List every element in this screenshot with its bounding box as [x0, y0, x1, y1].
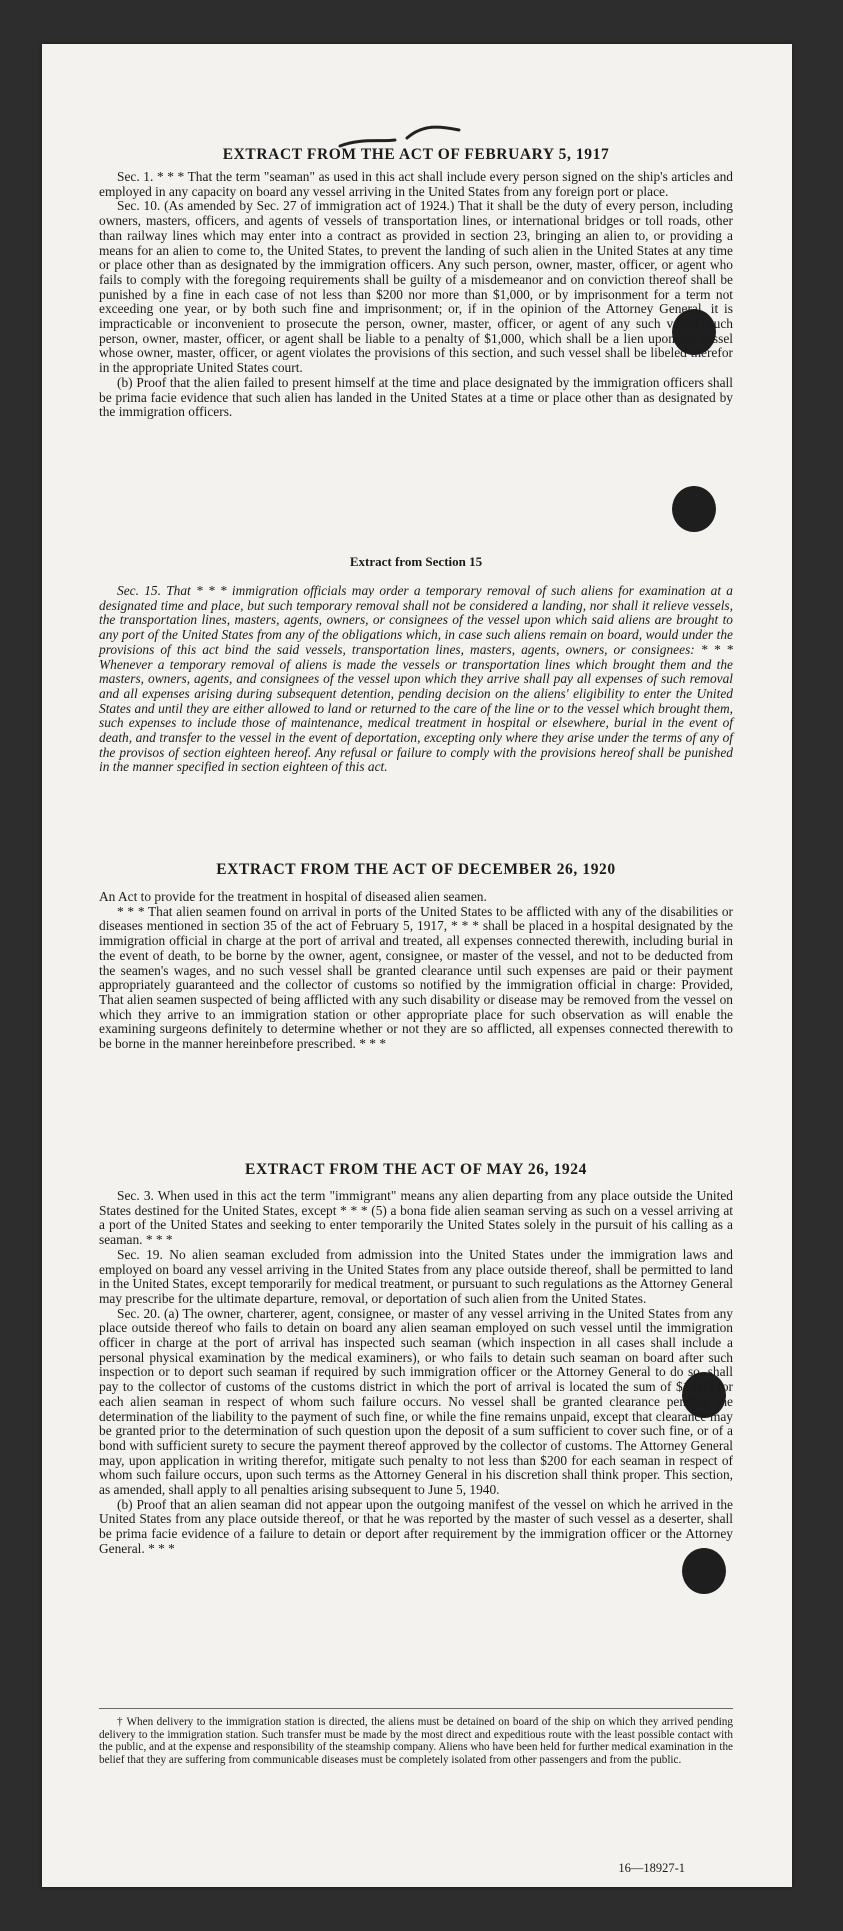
document-page	[42, 44, 792, 1887]
act-1924-text	[99, 1189, 733, 1557]
heading-act-1920: EXTRACT FROM THE ACT OF DECEMBER 26, 1920	[216, 861, 616, 878]
act-1920-intro: An Act to provide for the treatment in hospital of diseased alien seamen.	[99, 889, 487, 904]
heading-act-1924: EXTRACT FROM THE ACT OF MAY 26, 1924	[245, 1161, 587, 1178]
act-1917-text	[99, 170, 733, 420]
sec-20b-paragraph: (b) Proof that an alien seaman did not appear upon the outgoing manifest of the vessel on which he arrived in the United States from any place outside thereof, or that he was reported by the master of such vessel as a deserter, shall be prima facie evidence of a failure to detain or deport after requirement by the immigration officer or the Attorney General. * * *	[99, 1496, 733, 1556]
sec-10-paragraph: Sec. 10. (As amended by Sec. 27 of immigration act of 1924.) That it shall be the duty of every person, including owners, masters, officers, and agents of vessels of transportation lines, or international bridges or toll roads, other than railway lines which may enter into a contract as provided in section 23, bringing an alien to, or providing a means for an alien to come to, the United States, to prevent the landing of such alien in the United States at any time or place other than as designated by the immigration officers. Any such person, owner, master, officer, or agent who fails to comply with the foregoing requirements shall be guilty of a misdemeanor and on conviction thereof shall be punished by a fine in each case of not less than $200 nor more than $1,000, or by imprisonment for a term not exceeding one year, or by both such fine and imprisonment; or, if in the opinion of the Attorney General, it is impracticable or inconvenient to prosecute the person, owner, master, officer, or agent of any such vessel, such person, owner, master, officer, or agent shall be liable to a penalty of $1,000, which shall be a lien upon the vessel whose owner, master, officer, or agent violates the provisions of this section, and such vessel shall be libeled therefor in the appropriate United States court.	[99, 198, 733, 376]
sec-10b-paragraph: (b) Proof that the alien failed to present himself at the time and place designated by the immigration officers shall be prima facie evidence that such alien has landed in the United States at a time or place other than as designated by the immigration officers.	[99, 374, 733, 420]
footnote	[99, 1716, 733, 1766]
act-1920-paragraph: * * * That alien seamen found on arrival in ports of the United States to be afflicted with any of the disabilities or diseases mentioned in section 35 of the act of February 5, 1917, * * * shall be placed in a hospital designated by the immigration official in charge at the port of arrival and treated, all expenses connected therewith, including burial in the event of death, to be borne by the owner, agent, consignee, or master of the vessel, and not to be deducted from the seamen's wages, and no such vessel shall be granted clearance until such expenses are paid or their payment appropriately guaranteed and the collector of customs so notified by the immigration official in charge: Provided, That alien seamen suspected of being afflicted with any such disability or disease may be removed from the vessel on which they arrive to an immigration station or other appropriate place for such observation as will enable the examining surgeons definitely to determine whether or not they are so afflicted, all expenses connected therewith to be borne in the manner hereinbefore prescribed. * * *	[99, 903, 733, 1052]
footnote-divider	[99, 1708, 733, 1709]
section-15-text	[99, 584, 733, 775]
sec-19-paragraph: Sec. 19. No alien seaman excluded from admission into the United States under the immigration laws and employed on board any vessel arriving in the United States from any place outside thereof, shall be permitted to land in the United States, except temporarily for medical treatment, or pursuant to such regulations as the Attorney General may prescribe for the ultimate departure, removal, or deportation of such alien from the United States.	[99, 1246, 733, 1306]
sec-3-paragraph: Sec. 3. When used in this act the term "immigrant" means any alien departing from any place outside the United States destined for the United States, except * * * (5) a bona fide alien seaman serving as such on a vessel arriving at a port of the United States and seeking to enter temporarily the United States solely in the pursuit of his calling as a seaman. * * *	[99, 1188, 733, 1248]
form-number: 16—18927-1	[618, 1861, 685, 1875]
sec-15-paragraph: Sec. 15. That * * * immigration officials may order a temporary removal of such aliens for examination at a designated time and place, but such temporary removal shall not be considered a landing, nor shall it relieve vessels, the transportation lines, masters, agents, owners, or consignees of the vessel upon which said aliens are brought to any port of the United States from any of the obligations which, in case such aliens remain on board, would under the provisions of this act bind the said vessels, transportation lines, masters, agents, owners, or consignees: * * * Whenever a temporary removal of aliens is made the vessels or transportation lines which brought them and the masters, owners, agents, and consignees of the vessel upon which they arrive shall pay all expenses of such removal and all expenses arising during subsequent detention, pending decision on the aliens' eligibility to enter the United States and until they are either allowed to land or returned to the care of the line or to the vessel which brought them, such expenses to include those of maintenance, medical treatment in hospital or elsewhere, burial in the event of death, and transfer to the vessel in the event of deportation, excepting only where they arise under the terms of any of the provisos of section eighteen hereof. Any refusal or failure to comply with the provisions hereof shall be punished in the manner specified in section eighteen of this act.	[99, 583, 733, 775]
punch-hole	[672, 486, 716, 532]
sec-20a-paragraph: Sec. 20. (a) The owner, charterer, agent, consignee, or master of any vessel arriving in the United States from any place outside thereof who fails to detain on board any alien seaman employed on such vessel until the immigration officer in charge at the port of arrival has inspected such seaman (which inspection in all cases shall include a personal physical examination by the medical examiners), or who fails to detain such seaman on board after such inspection or to deport such seaman if required by such immigration officer or the Attorney General to do so, shall pay to the collector of customs of the customs district in which the port of arrival is located the sum of $1,000 for each alien seaman in respect of whom such failure occurs. No vessel shall be granted clearance pending the determination of the liability to the payment of such fine, or while the fine remains unpaid, except that clearance may be granted prior to the determination of such question upon the deposit of a sum sufficient to cover such fine, or of a bond with sufficient surety to secure the payment thereof approved by the collector of customs. The Attorney General may, upon application in writing therefor, mitigate such penalty to not less than $200 for each seaman in respect of whom such failure occurs, upon such terms as the Attorney General in his discretion shall think proper. This section, as amended, shall apply to all penalties arising subsequent to June 5, 1940.	[99, 1305, 733, 1498]
heading-section-15: Extract from Section 15	[349, 554, 483, 569]
act-1920-text	[99, 890, 733, 1052]
heading-act-1917: EXTRACT FROM THE ACT OF FEBRUARY 5, 1917	[222, 146, 610, 163]
sec-1-paragraph: Sec. 1. * * * That the term "seaman" as used in this act shall include every person signed on the ship's articles and employed in any capacity on board any vessel arriving in the United States from any foreign port or place.	[99, 169, 733, 199]
footnote-text: † When delivery to the immigration station is directed, the aliens must be detained on board of the ship on which they arrived pending delivery to the immigration station. Such transfer must be made by the most direct and expeditious route with the least possible contact with the public, and at the expense and responsibility of the steamship company. Aliens who have been held for further medical examination in the belief that they are suffering from communicable diseases must be completely isolated from other passengers and from the public.	[99, 1716, 733, 1766]
